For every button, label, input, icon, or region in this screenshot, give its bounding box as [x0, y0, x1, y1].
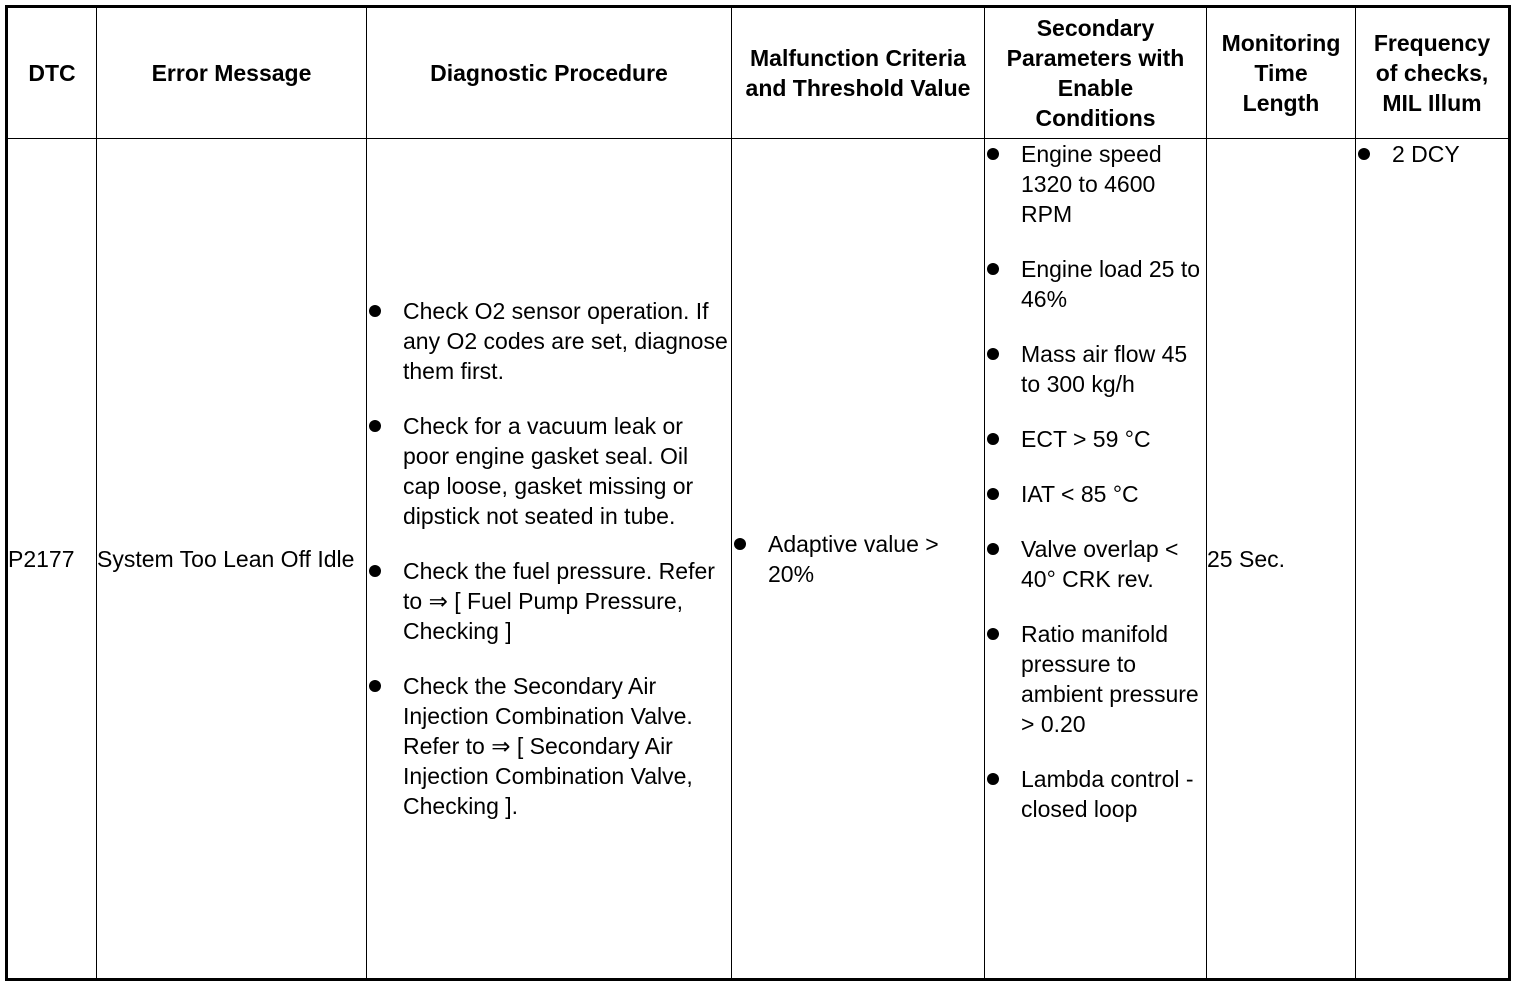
header-dtc: DTC [7, 7, 97, 139]
header-malfunction-criteria: Malfunction Criteria and Threshold Value [732, 7, 985, 139]
list-item: Lambda control - closed loop [985, 764, 1206, 824]
list-item: 2 DCY [1356, 139, 1508, 169]
secondary-parameters-cell [985, 139, 1207, 980]
frequency-cell [1356, 139, 1510, 980]
list-item: Adaptive value > 20% [732, 529, 984, 589]
table-row [7, 139, 1510, 980]
header-diagnostic-procedure: Diagnostic Procedure [367, 7, 732, 139]
frequency-list [1356, 139, 1508, 169]
list-item: Check the Secondary Air Injection Combination Valve. Refer to ⇒ [ Secondary Air Injection Combination Valve, Checking ]. [367, 671, 731, 821]
header-row [7, 7, 1510, 139]
header-monitoring-time: Monitoring Time Length [1207, 7, 1356, 139]
dtc-code: P2177 [7, 139, 97, 980]
header-secondary-parameters: Secondary Parameters with Enable Conditions [985, 7, 1207, 139]
list-item: Engine load 25 to 46% [985, 254, 1206, 314]
list-item: Mass air flow 45 to 300 kg/h [985, 339, 1206, 399]
list-item: Check for a vacuum leak or poor engine gasket seal. Oil cap loose, gasket missing or dipstick not seated in tube. [367, 411, 731, 531]
header-error-message: Error Message [97, 7, 367, 139]
list-item: Check the fuel pressure. Refer to ⇒ [ Fuel Pump Pressure, Checking ] [367, 556, 731, 646]
diagnostic-procedure-cell [367, 139, 732, 980]
diagnostic-procedure-list [367, 296, 731, 821]
list-item: Ratio manifold pressure to ambient pressure > 0.20 [985, 619, 1206, 739]
list-item: Engine speed 1320 to 4600 RPM [985, 139, 1206, 229]
malfunction-criteria-list [732, 529, 984, 589]
list-item: Check O2 sensor operation. If any O2 codes are set, diagnose them first. [367, 296, 731, 386]
monitoring-time: 25 Sec. [1207, 139, 1356, 980]
secondary-parameters-list [985, 139, 1206, 824]
dtc-table [5, 5, 1511, 981]
header-frequency: Frequency of checks, MIL Illum [1356, 7, 1510, 139]
list-item: IAT < 85 °C [985, 479, 1206, 509]
list-item: Valve overlap < 40° CRK rev. [985, 534, 1206, 594]
error-message: System Too Lean Off Idle [97, 139, 367, 980]
malfunction-criteria-cell [732, 139, 985, 980]
list-item: ECT > 59 °C [985, 424, 1206, 454]
